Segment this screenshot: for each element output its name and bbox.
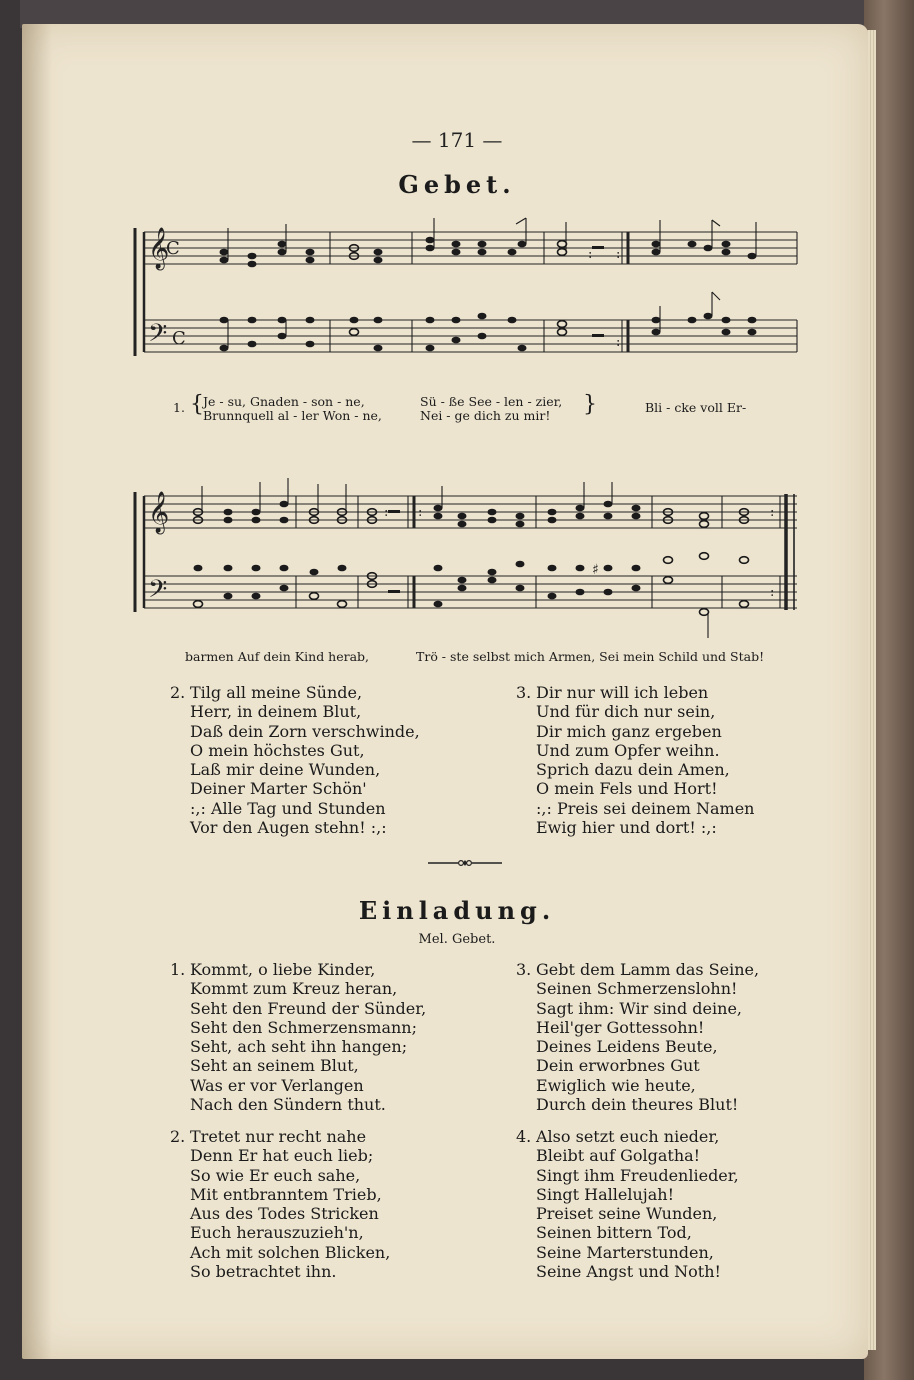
lyric-brace-close: } (583, 392, 597, 417)
verse-line: Dir mich ganz ergeben (536, 721, 722, 741)
lyric-brace-open: { (190, 392, 204, 417)
hymn1-verse-2 (170, 683, 420, 838)
verse-number: 4. (516, 1127, 532, 1146)
music-system-2 (132, 478, 802, 648)
page-number: — 171 — (411, 128, 503, 152)
verse-line: Ewiglich wie heute, (536, 1075, 696, 1095)
verse-line: Sprich dazu dein Amen, (536, 760, 730, 780)
lyric-line-1d: Nei - ge dich zu mir! (420, 408, 551, 423)
hymn2-verse-1 (170, 960, 427, 1115)
verse-line: Ach mit solchen Blicken, (190, 1242, 391, 1262)
verse-line: So betrachtet ihn. (190, 1262, 337, 1282)
verse-line: Singt ihm Freudenlieder, (536, 1165, 739, 1185)
verse-line: So wie Er euch sahe, (190, 1165, 361, 1185)
verse-line: Seht den Schmerzensmann; (190, 1017, 417, 1037)
verse-line: Durch dein theures Blut! (536, 1095, 739, 1115)
verse-line: Tilg all meine Sünde, (190, 683, 363, 702)
verse-line: Seine Angst und Noth! (536, 1262, 721, 1282)
verse-line: Herr, in deinem Blut, (190, 702, 362, 722)
verse-line: O mein Fels und Hort! (536, 779, 718, 799)
svg-text:C: C (166, 238, 180, 259)
svg-text::: : (770, 505, 775, 520)
verse-line: Seinen Schmerzenslohn! (536, 979, 738, 999)
lyric-line-2a: barmen Auf dein Kind herab, (185, 649, 370, 664)
verse-number: 1. (170, 960, 186, 979)
verse-line: Kommt zum Kreuz heran, (190, 979, 398, 999)
svg-text::: : (418, 505, 423, 520)
page-gutter (22, 24, 52, 1359)
verse-line: Sagt ihm: Wir sind deine, (536, 998, 742, 1018)
svg-text:𝄞: 𝄞 (148, 228, 170, 269)
hymn2-verse-3 (516, 960, 760, 1115)
lyric-num-1: 1. (173, 400, 185, 415)
verse-line: Deiner Marter Schön' (190, 779, 367, 799)
svg-text:𝄞: 𝄞 (148, 492, 170, 533)
verse-line: Aus des Todes Stricken (190, 1204, 379, 1224)
verse-number: 2. (170, 683, 186, 702)
svg-text:𝄢: 𝄢 (148, 319, 168, 354)
lyric-line-1e: Bli - cke voll Er- (645, 400, 747, 415)
music-system-1 (132, 214, 802, 384)
verse-line: Seht den Freund der Sünder, (190, 998, 427, 1018)
verse-line: Und für dich nur sein, (536, 702, 716, 722)
lyric-line-1b: Brunnquell al - ler Won - ne, (203, 408, 382, 423)
verse-number: 2. (170, 1127, 186, 1146)
verse-line: Ewig hier und dort! :,: (536, 818, 717, 838)
verse-line: Bleibt auf Golgatha! (536, 1146, 701, 1166)
lyric-line-1c: Sü - ße See - len - zier, (420, 394, 563, 409)
svg-text::: : (770, 585, 775, 600)
verse-line: Preiset seine Wunden, (536, 1204, 718, 1224)
verse-line: :,: Preis sei deinem Namen (536, 798, 755, 818)
hymn1-verse-3 (516, 683, 755, 838)
svg-text::: : (588, 247, 593, 262)
svg-text::: : (616, 335, 621, 350)
verse-line: Deines Leidens Beute, (536, 1037, 718, 1057)
verse-line: :,: Alle Tag und Stunden (190, 798, 386, 818)
verse-line: Was er vor Verlangen (190, 1075, 364, 1095)
verse-line: Vor den Augen stehn! :,: (190, 818, 387, 838)
verse-line: Gebt dem Lamm das Seine, (536, 960, 760, 979)
verse-line: Also setzt euch nieder, (536, 1127, 720, 1146)
verse-line: Seine Marterstunden, (536, 1242, 714, 1262)
svg-text:♯: ♯ (592, 562, 599, 578)
verse-line: O mein höchstes Gut, (190, 740, 365, 760)
verse-line: Mit entbranntem Trieb, (190, 1184, 382, 1204)
verse-line: Denn Er hat euch lieb; (190, 1146, 374, 1166)
svg-text:𝄢: 𝄢 (148, 575, 168, 610)
hymn2-melody: Mel. Gebet. (418, 932, 496, 947)
verse-line: Tretet nur recht nahe (190, 1127, 367, 1146)
verse-line: Seinen bittern Tod, (536, 1223, 692, 1243)
lyric-line-2b: Trö - ste selbst mich Armen, Sei mein Schild und Stab! (416, 649, 765, 664)
svg-text::: : (384, 505, 389, 520)
verse-line: Nach den Sündern thut. (190, 1095, 386, 1115)
verse-line: Kommt, o liebe Kinder, (190, 960, 376, 979)
verse-number: 3. (516, 683, 532, 702)
verse-line: Heil'ger Gottessohn! (536, 1017, 705, 1037)
verse-line: Seht an seinem Blut, (190, 1056, 359, 1076)
svg-text::: : (616, 247, 621, 262)
lyric-line-1a: Je - su, Gnaden - son - ne, (203, 394, 365, 409)
hymn1-title: Gebet. (398, 170, 516, 199)
verse-line: Singt Hallelujah! (536, 1184, 674, 1204)
divider-ornament (428, 856, 502, 870)
verse-line: Seht, ach seht ihn hangen; (190, 1037, 408, 1057)
verse-line: Dir nur will ich leben (536, 683, 709, 702)
verse-number: 3. (516, 960, 532, 979)
verse-line: Euch herauszuzieh'n, (190, 1223, 364, 1243)
verse-line: Laß mir deine Wunden, (190, 760, 381, 780)
hymn2-title: Einladung. (358, 896, 556, 925)
hymn2-verse-2 (170, 1127, 391, 1282)
verse-line: Dein erworbnes Gut (536, 1056, 700, 1076)
svg-text:C: C (172, 328, 186, 349)
hymn2-verse-4 (516, 1127, 739, 1282)
verse-line: Daß dein Zorn verschwinde, (190, 721, 420, 741)
verse-line: Und zum Opfer weihn. (536, 740, 720, 760)
